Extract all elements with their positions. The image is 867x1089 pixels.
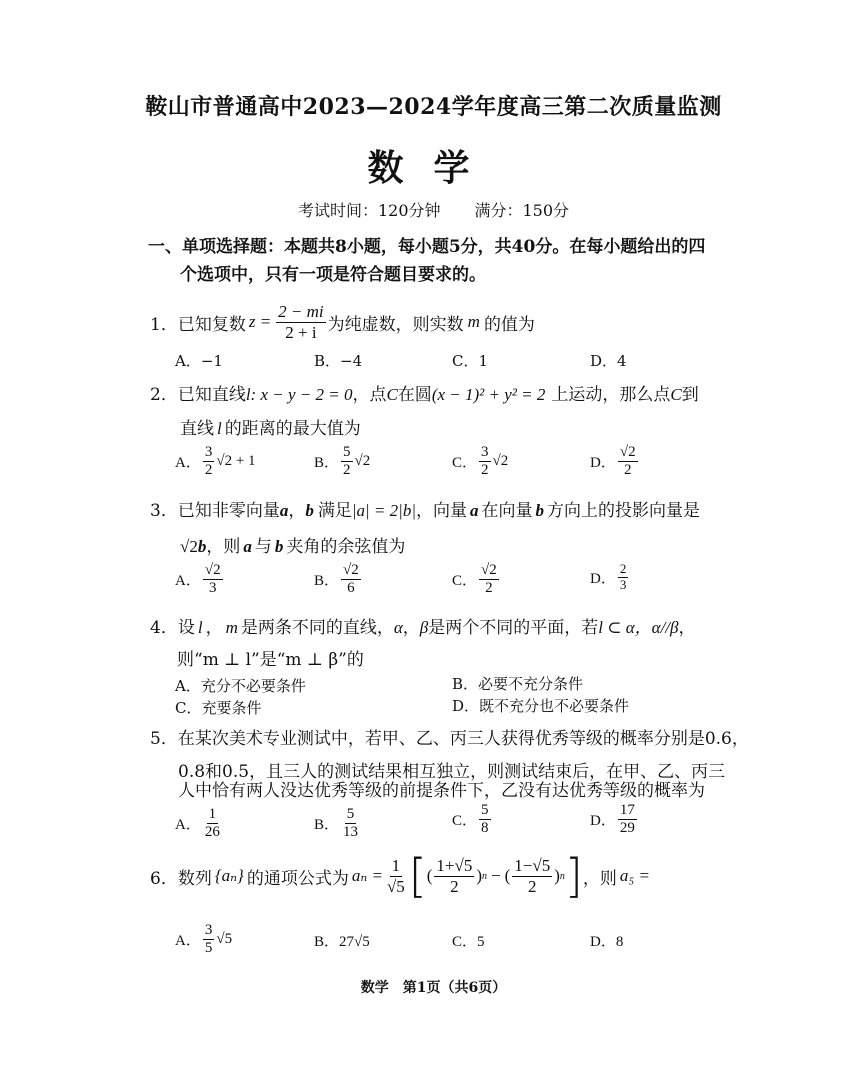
q3-b-den: 6 — [347, 580, 355, 597]
q3-line2-d: 夹角的余弦值为 — [286, 537, 406, 557]
q1-option-b: B．−4 — [314, 352, 363, 370]
q6-option-b — [314, 930, 370, 951]
q6-an: aₙ = — [351, 866, 383, 885]
q5-d-frac — [618, 802, 637, 838]
q6-term1 — [434, 856, 474, 896]
q6-right-bracket: ] — [564, 849, 583, 903]
q3-a-label: A． — [175, 573, 201, 590]
q1-text-c: 的值为 — [483, 314, 535, 335]
q5-c-den: 8 — [481, 820, 489, 837]
q1-text-a: 已知复数 — [177, 314, 246, 335]
q4-l: l — [197, 618, 203, 637]
q3-condition: |a| = 2|b| — [351, 501, 416, 520]
q4-alpha: α — [393, 618, 403, 637]
q2-a-frac — [203, 444, 215, 480]
q4-end: ， — [678, 618, 696, 638]
q6-a-frac — [203, 922, 215, 958]
q6-text-c: ，则 — [582, 868, 617, 889]
q2-c-num: 3 — [479, 444, 491, 462]
q3-a-num: √2 — [203, 562, 223, 580]
q4-sep2: ， — [402, 618, 420, 638]
q3-number: 3． — [150, 501, 178, 521]
q3-vec-b: b — [305, 501, 314, 520]
q2-line-eq: l: x − y − 2 = 0 — [245, 385, 353, 404]
q6-option-a — [175, 922, 232, 958]
exam-meta — [0, 198, 867, 221]
q4-m: m — [225, 618, 238, 637]
q4-option-c: C．充要条件 — [175, 699, 262, 717]
q6-a-label: A． — [175, 933, 201, 950]
question-2-line1 — [150, 380, 699, 405]
q3-vec-b-2: b — [535, 501, 544, 520]
q2-text-b: ，点 — [352, 385, 387, 405]
q2-point-2: C — [670, 385, 682, 404]
q5-d-label: D． — [590, 813, 616, 830]
q3-text-a: 已知非零向量 — [177, 501, 280, 521]
q3-c-label: C． — [452, 573, 478, 590]
q6-a-num: 3 — [203, 922, 215, 940]
q3-c-num: √2 — [479, 562, 499, 580]
q4-sep1: ， — [205, 618, 223, 638]
q6-a-den: 5 — [204, 940, 213, 957]
question-4-line2: 则“m ⊥ l”是“m ⊥ β”的 — [177, 650, 364, 670]
q3-vec-a-2: a — [470, 501, 479, 520]
q3-option-b — [314, 562, 363, 598]
q3-option-a — [175, 562, 225, 598]
exam-time: 考试时间：120分钟 — [297, 201, 441, 220]
q4-option-b: B．必要不充分条件 — [452, 675, 584, 693]
q6-left-bracket: [ — [408, 849, 427, 903]
question-5-line1: 5．在某次美术专业测试中，若甲、乙、丙三人获得优秀等级的概率分别是0.6， — [150, 729, 749, 749]
q2-b-num: 5 — [341, 444, 353, 462]
q3-option-d — [590, 562, 630, 593]
q3-vec-a: a — [279, 501, 289, 520]
q6-sequence: {aₙ} — [214, 866, 244, 885]
q2-option-d — [590, 444, 640, 480]
q2-b-frac — [341, 444, 353, 480]
q2-b-tail: √2 — [354, 453, 371, 470]
q6-b-label: B． — [314, 934, 340, 950]
exam-title: 鞍山市普通高中2023—2024学年度高三第二次质量监测 — [145, 94, 722, 120]
q4-text-c: 是两个不同的平面，若 — [428, 618, 599, 638]
page-footer: 数学 第1页（共6页） — [360, 980, 507, 996]
q3-line2-c: 与 — [254, 537, 272, 557]
q2-text-e: 到 — [681, 385, 699, 405]
q2-text-d: 上运动，那么点 — [551, 385, 671, 405]
q6-text-b: 的通项公式为 — [246, 868, 349, 889]
q5-option-c — [452, 802, 493, 838]
q6-c-text: 5 — [477, 934, 485, 950]
q1-frac-den: 2 + i — [285, 322, 317, 342]
q1-option-c: C．1 — [452, 352, 489, 370]
q4-number: 4． — [150, 618, 178, 638]
q2-c-label: C． — [452, 455, 478, 472]
q3-a-den: 3 — [208, 580, 217, 597]
q6-t1-den: 2 — [450, 876, 459, 896]
q2-option-a — [175, 444, 256, 480]
q2-line2-b: 的距离的最大值为 — [224, 419, 361, 439]
q6-t2-den: 2 — [527, 876, 537, 896]
q2-d-frac — [618, 444, 638, 480]
q3-text-c: ，向量 — [416, 501, 467, 521]
q1-option-a: A．−1 — [175, 352, 223, 370]
q4-text-b: 是两条不同的直线， — [240, 618, 394, 638]
q1-fraction — [276, 302, 325, 342]
q5-a-den: 26 — [204, 824, 220, 841]
q6-pre-den: √5 — [386, 876, 405, 896]
q6-d-label: D． — [590, 934, 616, 950]
q3-vec-b-4: b — [274, 537, 284, 556]
q5-option-a — [175, 806, 224, 842]
question-1-stem — [150, 302, 535, 342]
q2-option-c — [452, 444, 508, 480]
q6-t1-num: 1+√5 — [436, 855, 473, 875]
section-heading-line2: 个选项中，只有一项是符合题目要求的。 — [180, 265, 486, 285]
q5-a-frac — [203, 806, 222, 842]
q1-var: m — [467, 312, 480, 332]
q2-d-den: 2 — [623, 462, 632, 479]
q3-vec-a-3: a — [243, 537, 252, 556]
q3-d-den: 3 — [619, 576, 627, 592]
q5-c-frac — [479, 802, 491, 838]
q6-term2 — [512, 856, 552, 896]
q6-prefactor — [385, 856, 407, 896]
q6-a-tail: √5 — [216, 931, 233, 948]
q2-line-l: l — [217, 419, 222, 438]
q3-d-frac — [618, 562, 629, 593]
q3-text-e: 方向上的投影向量是 — [547, 501, 700, 521]
q6-pre-num: 1 — [391, 855, 401, 875]
q2-a-den: 2 — [204, 462, 213, 479]
q2-c-den: 2 — [481, 462, 489, 479]
q3-text-d: 在向量 — [481, 501, 533, 521]
q3-b-frac — [341, 562, 361, 598]
q3-a-frac — [203, 562, 223, 598]
q5-b-den: 13 — [343, 824, 359, 841]
q6-b-text: 27√5 — [339, 934, 370, 950]
q6-t2-num: 1−√5 — [514, 855, 551, 875]
q5-b-num: 5 — [345, 806, 357, 824]
q3-vec-b-3: b — [197, 537, 207, 556]
question-3-line1 — [150, 496, 700, 521]
question-2-line2 — [180, 414, 361, 439]
q3-c-frac — [479, 562, 499, 598]
q5-c-label: C． — [452, 813, 478, 830]
q5-option-d — [590, 802, 639, 838]
q2-c-frac — [479, 444, 491, 480]
q2-c-tail: √2 — [492, 453, 509, 470]
question-5-line2: 0.8和0.5，且三人的测试结果相互独立，则测试结束后，在甲、乙、丙三 — [178, 762, 726, 782]
q1-z: z = — [248, 312, 272, 332]
q2-text-a: 已知直线 — [177, 385, 246, 405]
q2-a-num: 3 — [203, 444, 215, 462]
q3-text-b: 满足 — [317, 501, 352, 521]
q1-number: 1． — [150, 314, 178, 335]
q3-comma: ， — [288, 501, 306, 521]
q5-d-num: 17 — [618, 802, 637, 820]
q3-option-c — [452, 562, 501, 598]
q3-d-label: D． — [590, 570, 616, 587]
q4-condition: l ⊂ α，α//β — [598, 618, 679, 637]
q6-text-a: 数列 — [177, 868, 212, 889]
q2-a-tail: √2 + 1 — [216, 453, 256, 470]
q3-b-label: B． — [314, 573, 340, 590]
q1-frac-num: 2 − mi — [278, 302, 324, 321]
q2-text-c: 在圆 — [397, 385, 432, 405]
q2-d-label: D． — [590, 455, 616, 472]
full-score: 满分：150分 — [474, 201, 570, 220]
q2-option-b — [314, 444, 370, 480]
q5-d-den: 29 — [619, 820, 635, 837]
q2-b-den: 2 — [343, 462, 351, 479]
q4-option-d: D．既不充分也不必要条件 — [452, 697, 630, 715]
q2-d-num: √2 — [618, 444, 638, 462]
q6-pow2: n — [559, 870, 565, 882]
q5-c-num: 5 — [479, 802, 491, 820]
q6-pow1: n — [482, 870, 488, 882]
q3-sqrt2: √2 — [180, 537, 198, 556]
q5-a-label: A． — [175, 817, 201, 834]
q2-circle-eq: (x − 1)² + y² = 2 — [431, 385, 546, 404]
question-5-line3: 人中恰有两人没达优秀等级的前提条件下，乙没有达优秀等级的概率为 — [178, 781, 705, 801]
q5-option-b — [314, 806, 362, 842]
subject-title: 数学 — [367, 147, 500, 189]
q3-d-num: 2 — [619, 561, 627, 576]
q5-a-num: 1 — [207, 806, 219, 824]
q6-a5: a₅ = — [619, 866, 650, 885]
question-3-line2 — [180, 532, 405, 557]
q6-number: 6． — [150, 868, 178, 889]
q3-b-num: √2 — [341, 562, 361, 580]
section-heading-line1: 一、单项选择题：本题共8小题，每小题5分，共40分。在每小题给出的四 — [148, 237, 706, 257]
q2-point: C — [386, 385, 398, 404]
q2-a-label: A． — [175, 455, 201, 472]
q4-text-a: 设 — [177, 618, 195, 638]
q6-option-c — [452, 930, 485, 951]
q3-c-den: 2 — [485, 580, 493, 597]
q4-beta: β — [419, 618, 429, 637]
q5-b-label: B． — [314, 817, 340, 834]
q3-line2-b: ，则 — [206, 537, 241, 557]
q6-option-d — [590, 930, 623, 951]
q5-b-frac — [341, 806, 360, 842]
q6-d-text: 8 — [615, 934, 624, 950]
q2-b-label: B． — [314, 455, 340, 472]
question-6-stem: 6． 数列 {aₙ} 的通项公式为 aₙ = $\frac{1}{√5}$ [ ( $\frac{1+√5}{2}$ ) n − ( $\frac{1-√5}{2}$ ) n ] ，则 a₅ = — [150, 849, 650, 903]
q2-line2-a: 直线 — [180, 419, 214, 439]
q1-text-b: 为纯虚数，则实数 — [327, 314, 464, 335]
question-4-line1 — [150, 613, 695, 638]
q6-c-label: C． — [452, 934, 478, 950]
q4-option-a: A．充分不必要条件 — [175, 677, 306, 695]
q2-number: 2． — [150, 385, 178, 405]
q1-option-d: D．4 — [590, 352, 627, 370]
